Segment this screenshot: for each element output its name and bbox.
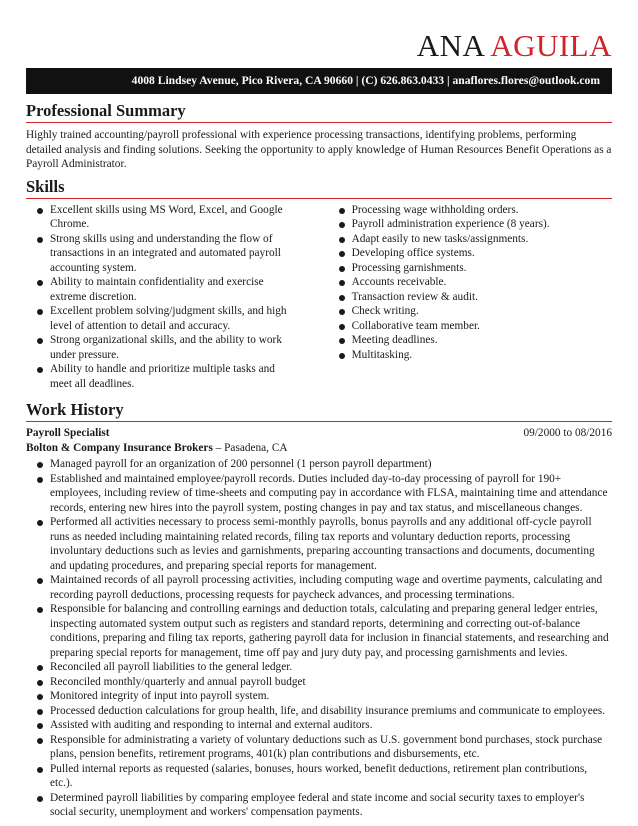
job-duty-item: Performed all activities necessary to process semi-monthly payrolls, bonus payrolls and any additional off-cycle payroll runs as needed including maintaining related records, filing tax reports and voluntary deduction reports, processing involuntary deductions such as levies and garnishments, preparing accounting transactions and documents, documenting and updating procedures, and preparing special reports for management.: [36, 515, 612, 573]
skills-columns: [26, 203, 612, 392]
candidate-name: [26, 30, 612, 62]
skills-list-right: [338, 203, 612, 392]
skill-item: Multitasking.: [338, 348, 612, 363]
job-employer: [26, 441, 612, 456]
job-duties-list: [36, 457, 612, 820]
summary-section: [26, 101, 612, 172]
job-duty-item: Determined payroll liabilities by comparing employee federal and state income and social security taxes to employer's social security, unemployment and workers' compensation payments.: [36, 791, 612, 820]
resume-page: [26, 30, 612, 820]
job-duty-item: Responsible for balancing and controlling earnings and deduction totals, calculating and preparing general ledger entries, inspecting automated system output such as registers and standard reports, determining and correcting out-of-balance conditions, preparing and filing tax reports, gathering payroll data for inclusion in financial statements, and researching and preparing special reports for management, time off pay and jury duty pay, and processing garnishments and levies.: [36, 602, 612, 660]
company-name: Bolton & Company Insurance Brokers: [26, 441, 213, 454]
summary-heading: Professional Summary: [26, 101, 612, 123]
skill-item: Excellent problem solving/judgment skills, and high level of attention to detail and accuracy.: [36, 304, 299, 333]
job-duty-item: Reconciled monthly/quarterly and annual payroll budget: [36, 675, 612, 690]
contact-bar: 4008 Lindsey Avenue, Pico Rivera, CA 90660 | (C) 626.863.0433 | anaflores.flores@outlook.com: [26, 68, 612, 94]
skill-item: Meeting deadlines.: [338, 333, 612, 348]
job-dates: 09/2000 to 08/2016: [523, 427, 612, 440]
skill-item: Ability to maintain confidentiality and exercise extreme discretion.: [36, 275, 299, 304]
skill-item: Developing office systems.: [338, 246, 612, 261]
skill-item: Transaction review & audit.: [338, 290, 612, 305]
skill-item: Processing garnishments.: [338, 261, 612, 276]
job-duty-item: Maintained records of all payroll processing activities, including computing wage and overtime payments, calculating and recording payroll deductions, processing requests for paycheck advances, and processing terminations.: [36, 573, 612, 602]
skills-list-left: [36, 203, 299, 392]
skill-item: Accounts receivable.: [338, 275, 612, 290]
skill-item: Adapt easily to new tasks/assignments.: [338, 232, 612, 247]
summary-text: Highly trained accounting/payroll professional with experience processing transactions, identifying problems, performing detailed analysis and finding solutions. Seeking the opportunity to apply knowledge of Human Resources Benefit Operations as a Payroll Administrator.: [26, 129, 612, 171]
job-duty-item: Reconciled all payroll liabilities to the general ledger.: [36, 660, 612, 675]
skill-item: Strong organizational skills, and the ability to work under pressure.: [36, 333, 299, 362]
job-location: – Pasadena, CA: [212, 441, 288, 454]
job-duty-item: Established and maintained employee/payroll records. Duties included day-to-day processing of payroll for 190+ employees, including review of time-sheets and computing pay in accordance with FLSA, maintaining time and attendance records, entering new hires into the payroll system, posting changes in pay and tax status, and miscellaneous changes.: [36, 472, 612, 516]
skill-item: Ability to handle and prioritize multiple tasks and meet all deadlines.: [36, 362, 299, 391]
skill-item: Strong skills using and understanding the flow of transactions in an integrated and automated payroll accounting system.: [36, 232, 299, 276]
work-history-heading: Work History: [26, 400, 612, 422]
job-duty-item: Responsible for administrating a variety of voluntary deductions such as U.S. government bond purchases, stock purchase plans, pension benefits, retirement programs, 401(k) plan contributions and disbursements, etc.: [36, 733, 612, 762]
job-duty-item: Managed payroll for an organization of 200 personnel (1 person payroll department): [36, 457, 612, 472]
last-name: AGUILA: [490, 28, 612, 63]
job-duty-item: Monitored integrity of input into payroll system.: [36, 689, 612, 704]
skills-section: [26, 177, 612, 392]
skill-item: Processing wage withholding orders.: [338, 203, 612, 218]
job-duty-item: Assisted with auditing and responding to internal and external auditors.: [36, 718, 612, 733]
work-history-section: [26, 400, 612, 820]
job-duty-item: Pulled internal reports as requested (salaries, bonuses, hours worked, benefit deductions, retirement plan contributions, etc.).: [36, 762, 612, 791]
skill-item: Check writing.: [338, 304, 612, 319]
skill-item: Excellent skills using MS Word, Excel, and Google Chrome.: [36, 203, 299, 232]
skill-item: Collaborative team member.: [338, 319, 612, 334]
skills-heading: Skills: [26, 177, 612, 199]
job-title: Payroll Specialist: [26, 427, 110, 440]
first-name: ANA: [416, 28, 484, 63]
job-duty-item: Processed deduction calculations for group health, life, and disability insurance premiums and communicate to employees.: [36, 704, 612, 719]
skill-item: Payroll administration experience (8 years).: [338, 217, 612, 232]
job-header: [26, 426, 612, 441]
